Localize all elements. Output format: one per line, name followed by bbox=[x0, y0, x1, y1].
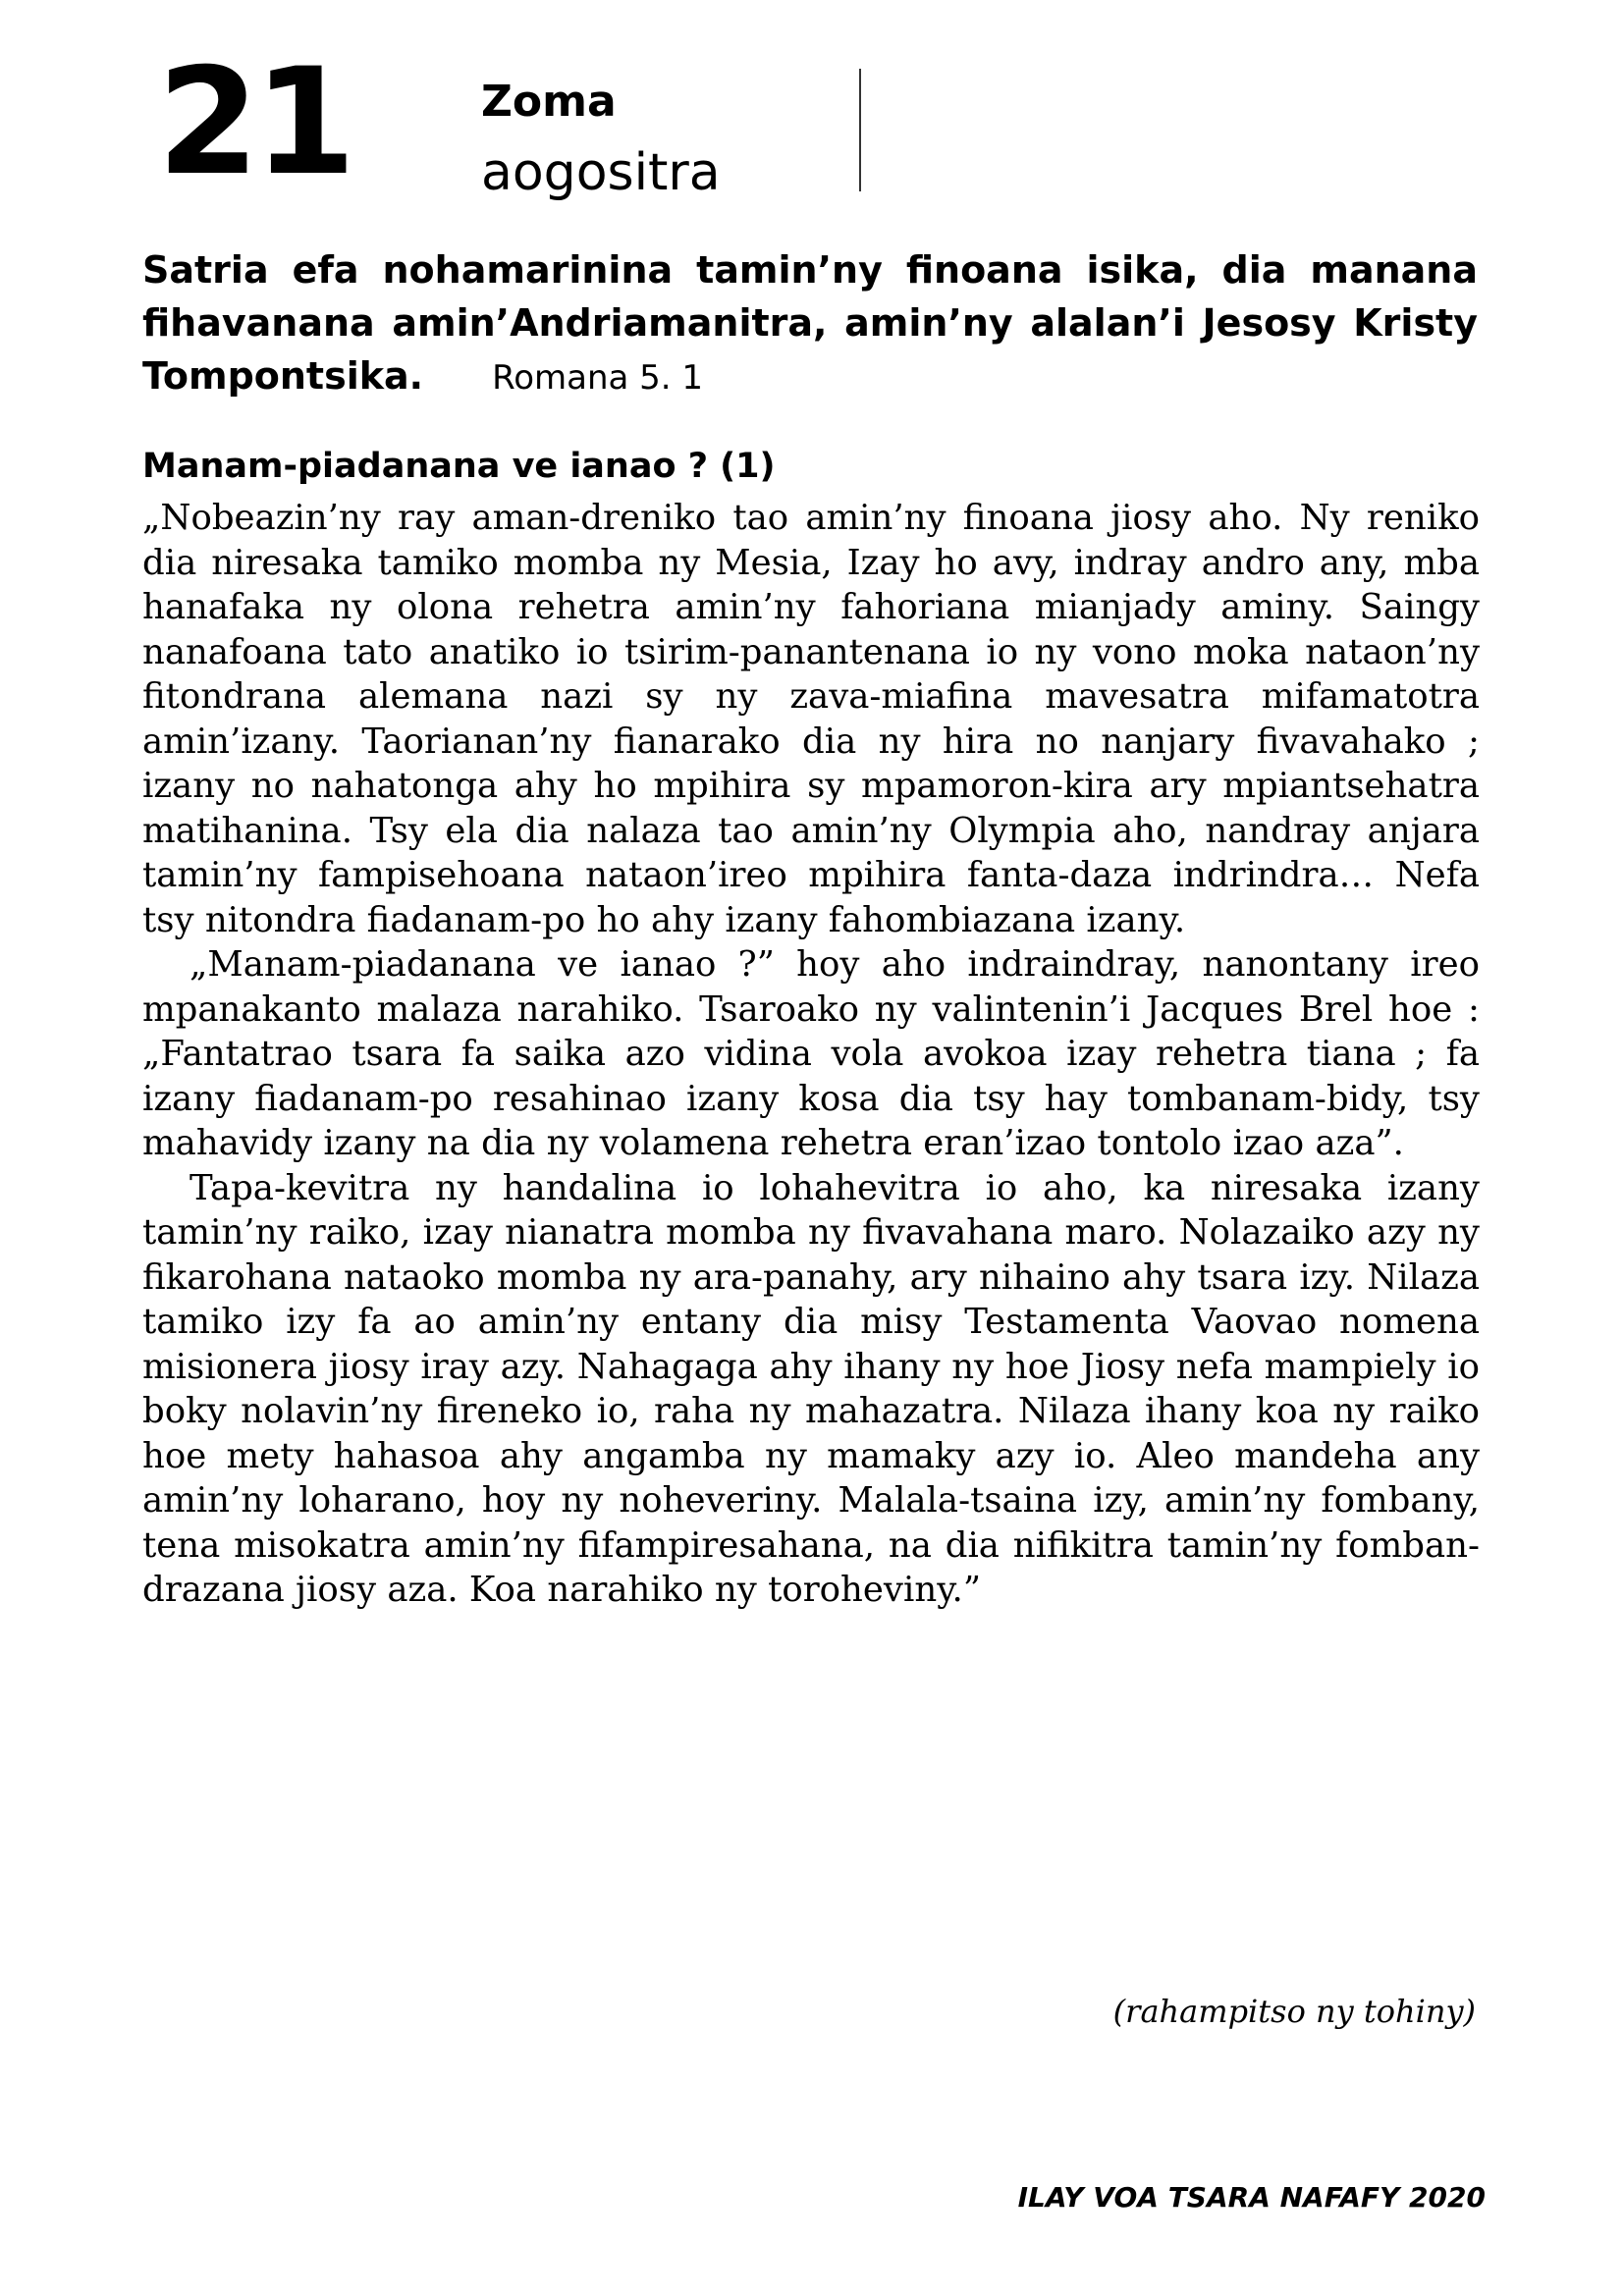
verse-text: Satria efa nohamarinina tamin’ny finoana isika, dia manana fihavanana amin’Andriamanitra, amin’ny alalan’i Jesosy Kristy Tompontsika. bbox=[142, 248, 1478, 398]
month-label: aogositra bbox=[481, 143, 721, 202]
header-divider bbox=[859, 69, 861, 191]
article-title: Manam-piadanana ve ianao ? (1) bbox=[142, 447, 776, 486]
continuation-note: (rahampitso ny tohiny) bbox=[1112, 1993, 1476, 2030]
publication-footer: ILAY VOA TSARA NAFAFY 2020 bbox=[1017, 2181, 1486, 2214]
daily-verse bbox=[142, 243, 1478, 404]
article-paragraph: „Manam-piadanana ve ianao ?” hoy aho indraindray, nanontany ireo mpanakanto malaza narahiko. Tsaroako ny valintenin’i Jacques Brel hoe : „Fantatrao tsara fa saika azo vidina vola avokoa izay rehetra tiana ; fa izany fiadanam-po resahinao izany kosa dia tsy hay tombanam-bidy, tsy mahavidy izany na dia ny volamena rehetra eran’izao tontolo izao aza”. bbox=[142, 944, 1480, 1163]
weekday-label: Zoma bbox=[481, 77, 617, 127]
day-number: 21 bbox=[157, 37, 351, 208]
article-paragraph: „Nobeazin’ny ray aman-dreniko tao amin’ny finoana jiosy aho. Ny reniko dia niresaka tamiko momba ny Mesia, Izay ho avy, indray andro any, mba hanafaka ny olona rehetra amin’ny fahoriana mianjady aminy. Saingy nanafoana tato anatiko io tsirim-panantenana io ny vono moka nataon’ny fitondrana alemana nazi sy ny zava-miafina mavesatra mifamatotra amin’izany. Taorianan’ny fianarako dia ny hira no nanjary fivavahako ; izany no nahatonga ahy ho mpihira sy mpamoron-kira ary mpiantsehatra matihanina. Tsy ela dia nalaza tao amin’ny Olympia aho, nandray anjara tamin’ny fampisehoana nataon’ireo mpihira fanta-daza indrindra… Nefa tsy nitondra fiadanam-po ho ahy izany fahombiazana izany. bbox=[142, 498, 1480, 940]
article-paragraph: Tapa-kevitra ny handalina io lohahevitra io aho, ka niresaka izany tamin’ny raiko, izay nianatra momba ny fivavahana maro. Nolazaiko azy ny fikarohana nataoko momba ny ara-panahy, ary nihaino ahy tsara izy. Nilaza tamiko izy fa ao amin’ny entany dia misy Testamenta Vaovao nomena misionera jiosy iray azy. Nahagaga ahy ihany ny hoe Jiosy nefa mampiely io boky nolavin’ny fireneko io, raha ny mahazatra. Nilaza ihany koa ny raiko hoe mety hahasoa ahy angamba ny mamaky azy io. Aleo mandeha any amin’ny loharano, hoy ny noheveriny. Malala-tsaina izy, amin’ny fombany, tena misokatra amin’ny fifampiresahana, na dia nifikitra tamin’ny fomban-drazana jiosy aza. Koa narahiko ny toroheviny.” bbox=[142, 1167, 1480, 1610]
verse-reference: Romana 5. 1 bbox=[492, 358, 704, 398]
article-body bbox=[142, 496, 1480, 1613]
